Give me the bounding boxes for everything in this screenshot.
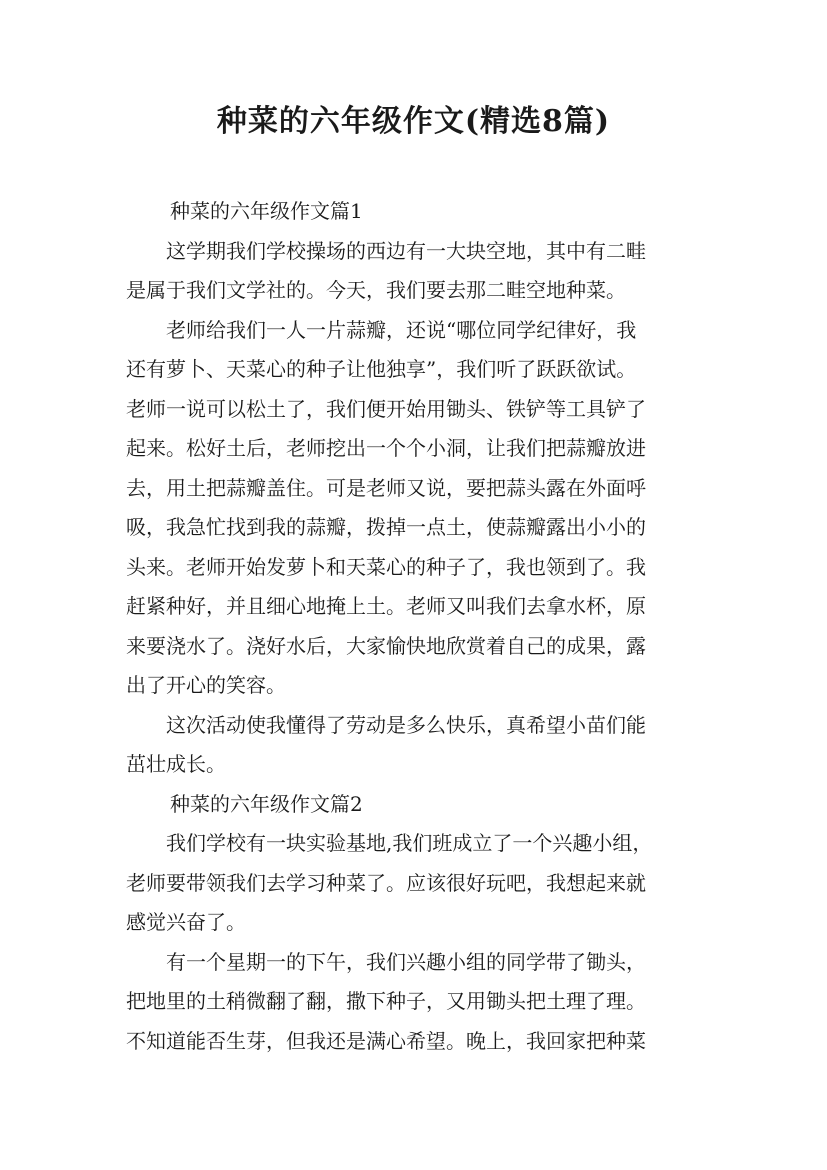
document-title: 种菜的六年级作文(精选8篇) — [216, 104, 611, 139]
paragraph — [126, 311, 706, 706]
text-line: 老师要带领我们去学习种菜了。应该很好玩吧，我想起来就 — [126, 870, 646, 895]
document-body — [126, 192, 706, 1061]
paragraph — [126, 232, 706, 311]
text-line: 感觉兴奋了。 — [126, 910, 246, 934]
text-line: 把地里的土稍微翻了翻，撒下种子，又用锄头把土理了理。 — [126, 989, 646, 1013]
text-line: 这学期我们学校操场的西边有一大块空地，其中有二畦 — [126, 238, 646, 263]
text-line: 出了开心的笑容。 — [126, 673, 286, 697]
text-line: 头来。老师开始发萝卜和天菜心的种子了，我也领到了。我 — [126, 554, 646, 579]
text-line: 我们学校有一块实验基地,我们班成立了一个兴趣小组， — [126, 831, 653, 855]
text-line: 茁壮成长。 — [126, 752, 226, 776]
text-line: 有一个星期一的下午，我们兴趣小组的同学带了锄头， — [126, 949, 646, 974]
section-heading: 种菜的六年级作文篇1 — [170, 199, 363, 223]
section-heading: 种菜的六年级作文篇2 — [170, 791, 363, 816]
text-line: 吸，我急忙找到我的蒜瓣，拨掉一点土，使蒜瓣露出小小的 — [126, 515, 646, 539]
text-line: 去，用土把蒜瓣盖住。可是老师又说，要把蒜头露在外面呼 — [126, 475, 646, 500]
paragraph — [126, 943, 706, 1062]
paragraph — [126, 706, 706, 785]
text-line: 不知道能否生芽，但我还是满心希望。晚上，我回家把种菜 — [126, 1028, 646, 1053]
text-line: 这次活动使我懂得了劳动是多么快乐，真希望小苗们能 — [126, 712, 646, 737]
text-line: 还有萝卜、天菜心的种子让他独享”，我们听了跃跃欲试。 — [126, 357, 637, 381]
paragraph — [126, 824, 706, 943]
text-line: 是属于我们文学社的。今天，我们要去那二畦空地种菜。 — [126, 278, 626, 302]
text-line: 老师一说可以松土了，我们便开始用锄头、铁铲等工具铲了 — [126, 396, 646, 421]
essay-section — [126, 192, 706, 785]
text-line: 赶紧种好，并且细心地掩上土。老师又叫我们去拿水杯，原 — [126, 594, 646, 618]
essay-section — [126, 785, 706, 1062]
text-line: 老师给我们一人一片蒜瓣，还说“哪位同学纪律好，我 — [126, 317, 637, 342]
text-line: 起来。松好土后，老师挖出一个个小洞，让我们把蒜瓣放进 — [126, 436, 646, 460]
text-line: 来要浇水了。浇好水后，大家愉快地欣赏着自己的成果，露 — [126, 633, 646, 658]
